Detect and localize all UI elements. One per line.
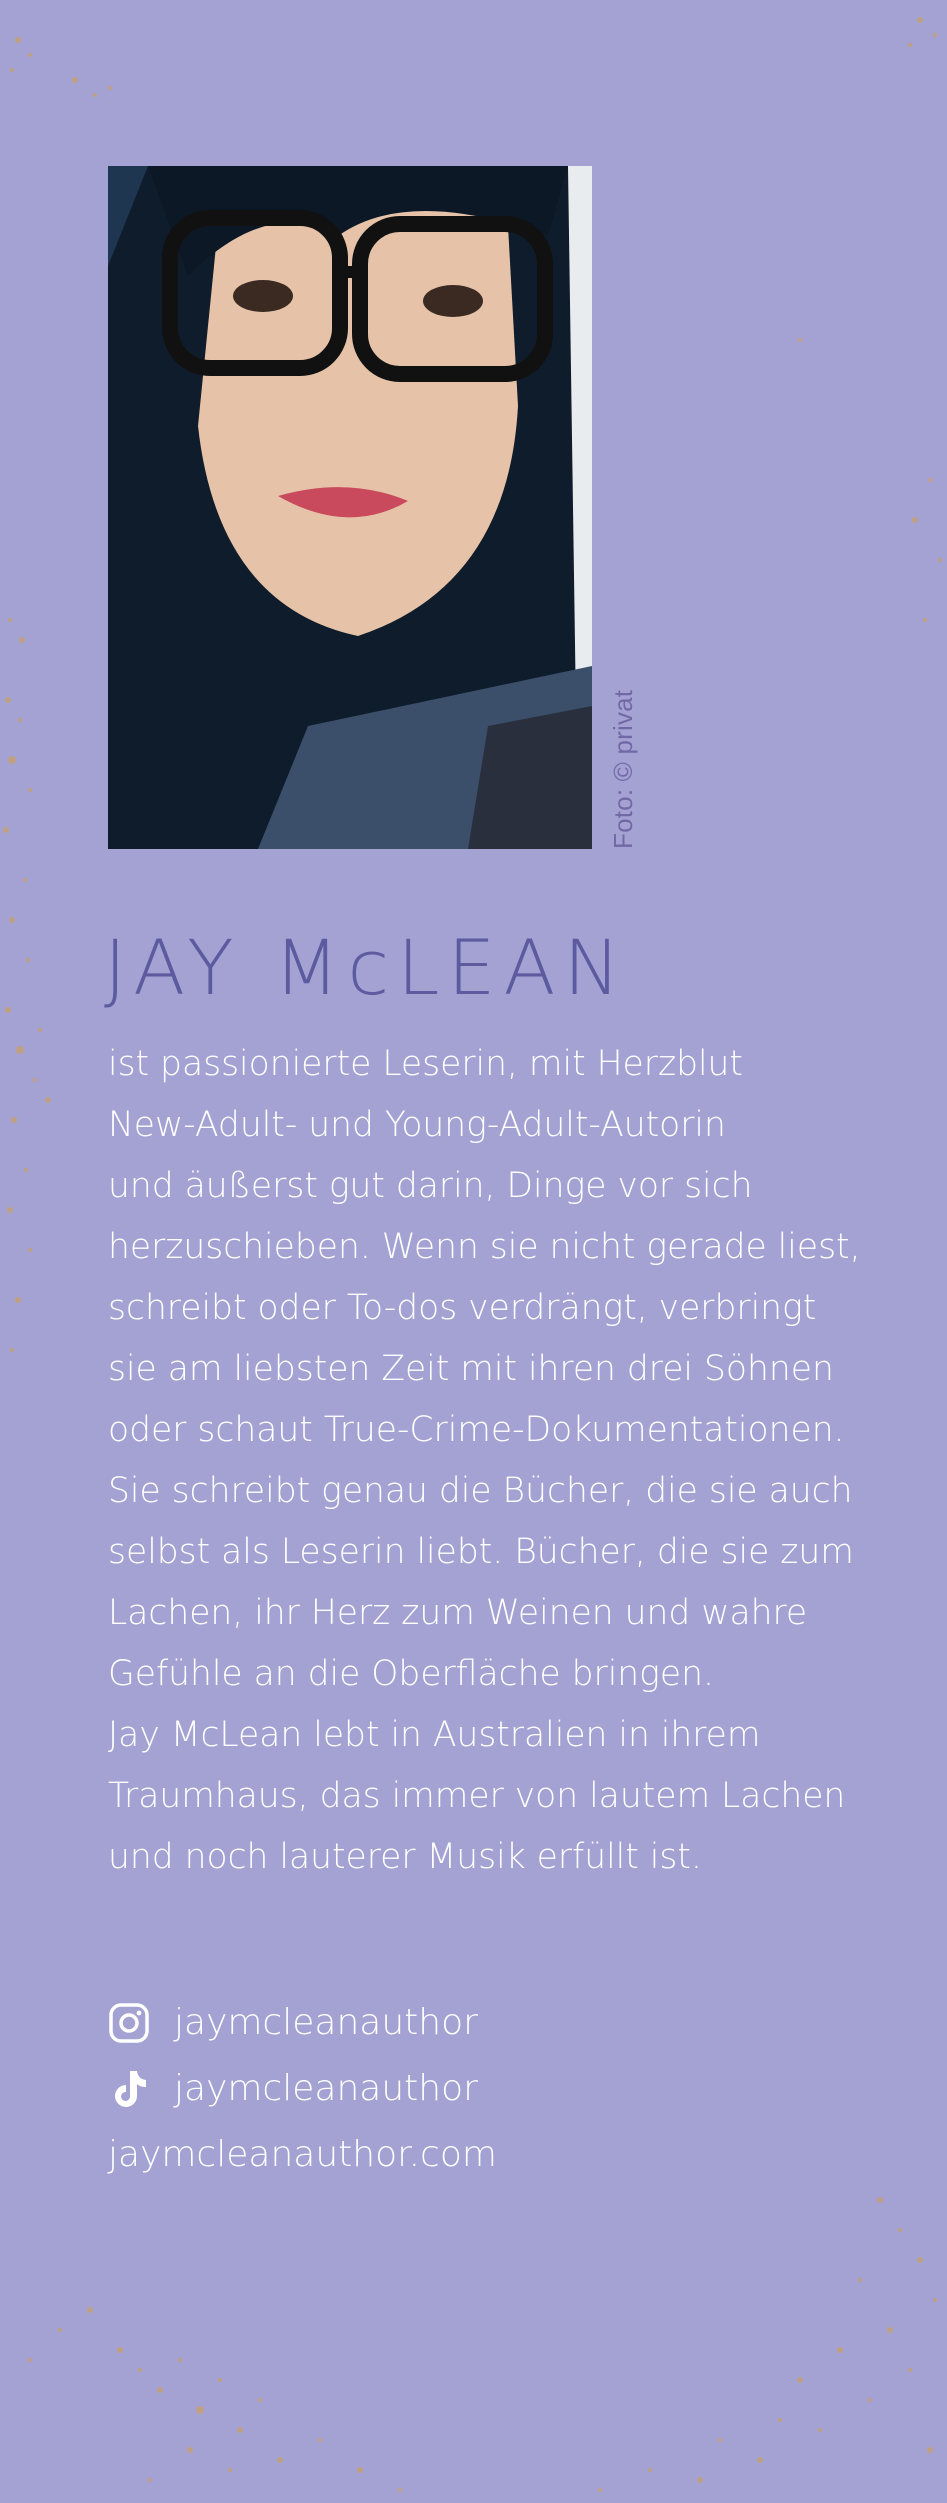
bio-line: Jay McLean lebt in Australien in ihrem — [108, 1715, 761, 1755]
tiktok-icon — [108, 2068, 150, 2110]
bio-line: ist passionierte Leserin, mit Herzblut — [108, 1044, 743, 1084]
bio-line: selbst als Leserin liebt. Bücher, die sie zum — [108, 1532, 854, 1572]
bio-line: und äußerst gut darin, Dinge vor sich — [108, 1166, 753, 1206]
bio-line: oder schaut True-Crime-Dokumentationen. — [108, 1410, 845, 1450]
instagram-handle: jaymcleanauthor — [174, 2002, 478, 2043]
bio-line: Lachen, ihr Herz zum Weinen und wahre — [108, 1593, 808, 1633]
bio-line: Traumhaus, das immer von lautem Lachen — [108, 1776, 846, 1816]
bio-line: sie am liebsten Zeit mit ihren drei Söhnen — [108, 1349, 834, 1389]
bio-line: Sie schreibt genau die Bücher, die sie auch — [108, 1471, 853, 1511]
bio-line: New-Adult- und Young-Adult-Autorin — [108, 1105, 726, 1145]
bio-line: schreibt oder To-dos verdrängt, verbringt — [108, 1288, 817, 1328]
social-links — [108, 1990, 708, 2188]
bio-line: und noch lauterer Musik erfüllt ist. — [108, 1837, 702, 1877]
tiktok-link[interactable] — [108, 2056, 708, 2122]
author-bio — [108, 1034, 908, 1888]
bio-line: herzuschieben. Wenn sie nicht gerade liest, — [108, 1227, 861, 1267]
website-url: jaymcleanauthor.com — [108, 2134, 497, 2175]
author-photo — [108, 166, 592, 849]
instagram-link[interactable] — [108, 1990, 708, 2056]
bio-line: Gefühle an die Oberfläche bringen. — [108, 1654, 714, 1694]
photo-credit: Foto: © privat — [608, 689, 638, 849]
website-link[interactable] — [108, 2122, 708, 2188]
author-name: JAY McLEAN — [104, 923, 629, 1012]
instagram-icon — [108, 2002, 150, 2044]
tiktok-handle: jaymcleanauthor — [174, 2068, 478, 2109]
